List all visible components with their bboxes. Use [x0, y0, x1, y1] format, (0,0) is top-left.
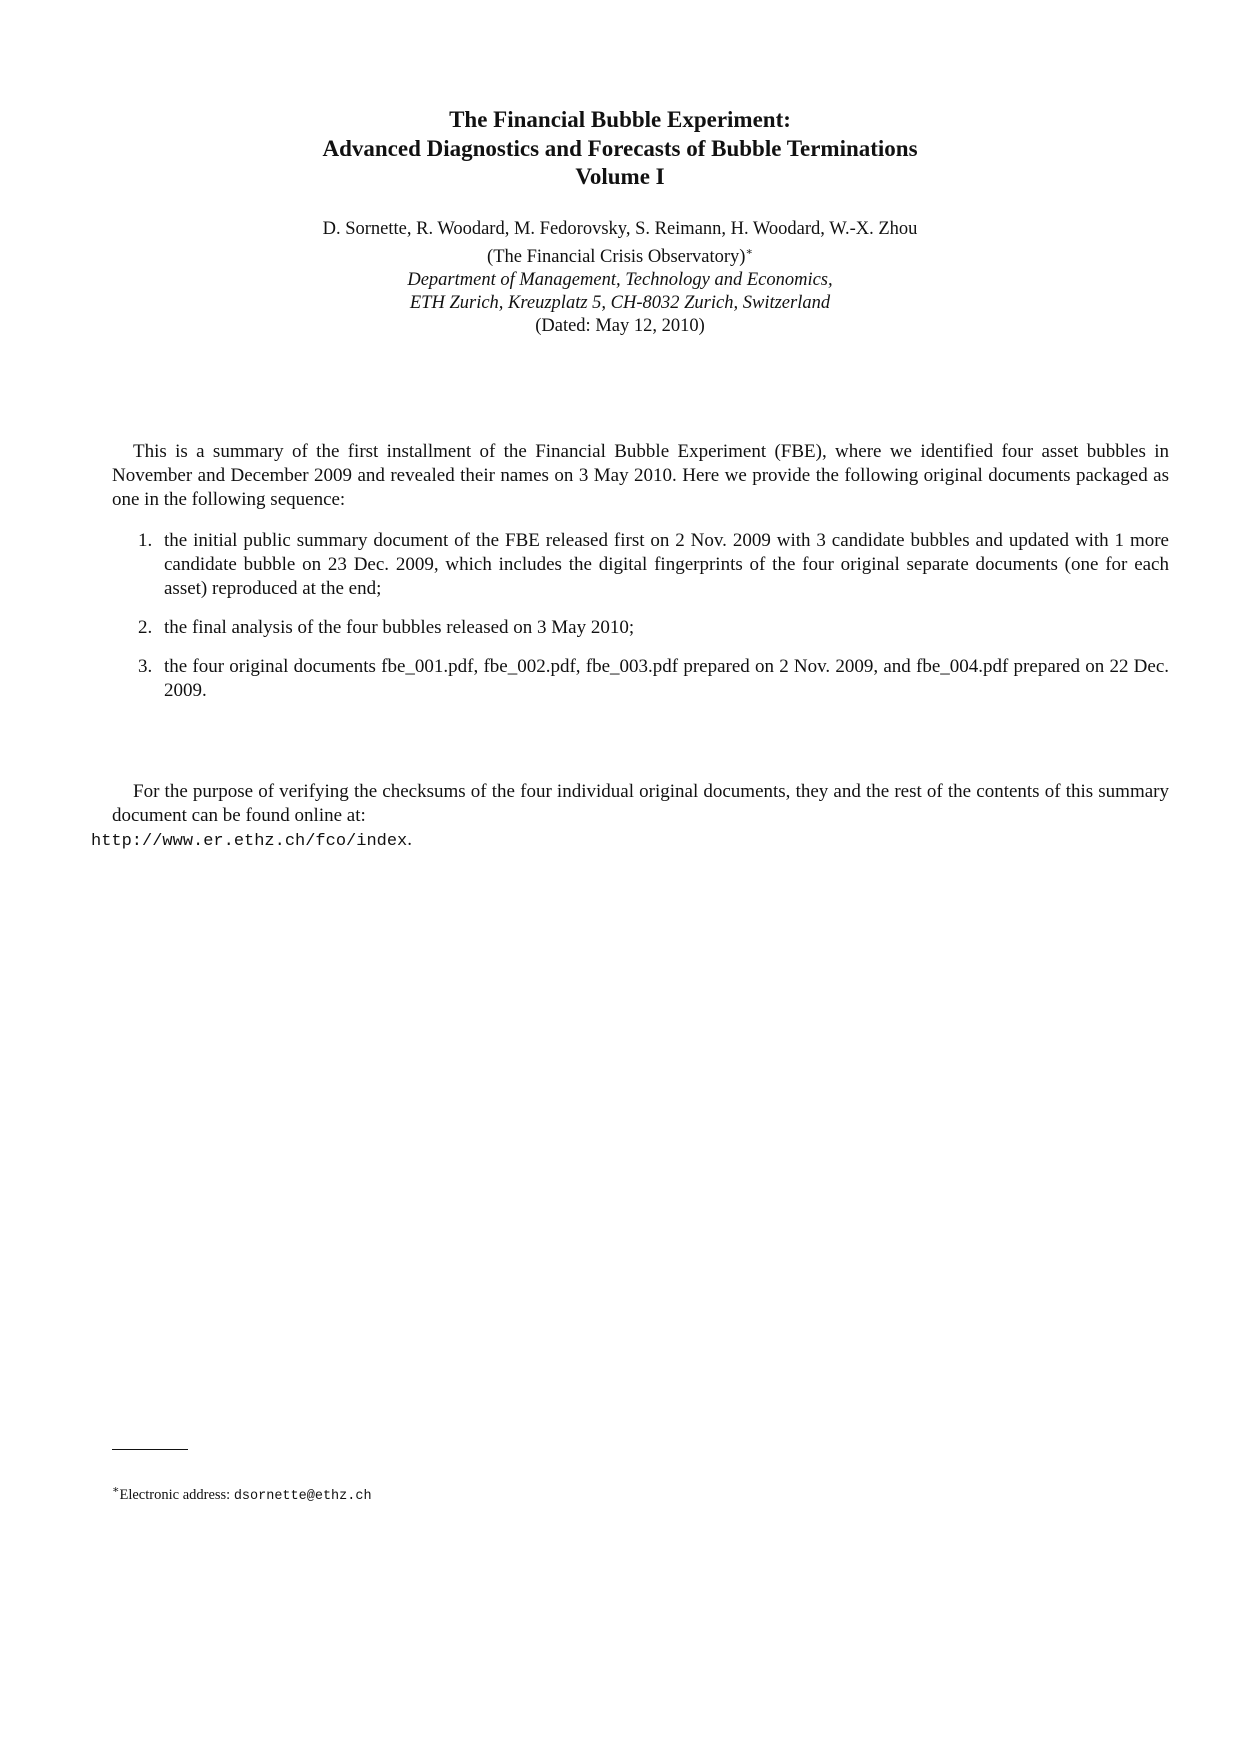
- email-link[interactable]: dsornette@ethz.ch: [233, 1488, 372, 1504]
- list-text: the four original documents fbe_001.pdf, fbe_002.pdf, fbe_003.pdf prepared on 2 Nov. 2009, and fbe_004.pdf prepared on 22 Dec. 2009.: [164, 656, 1169, 701]
- paper-title: [0, 106, 1240, 192]
- title-line-1: The Financial Bubble Experiment:: [449, 107, 791, 132]
- list-number: 3.: [138, 656, 153, 677]
- list-item: [112, 616, 1169, 640]
- front-matter: [0, 218, 1240, 338]
- intro-paragraph: This is a summary of the first installment of the Financial Bubble Experiment (FBE), where we identified four asset bubbles in November and December 2009 and revealed their names on 3 May 2010. Here we provide the following original documents packaged as one in the following sequence:: [112, 441, 1169, 510]
- list-number: 2.: [138, 617, 153, 638]
- list-text: the initial public summary document of the FBE released first on 2 Nov. 2009 with 3 candidate bubbles and updated with 1 more candidate bubble on 23 Dec. 2009, which includes the digital fingerprints of the four original separate documents (one for each asset) reproduced at the end;: [164, 530, 1169, 599]
- list-number: 1.: [138, 530, 153, 551]
- url-link[interactable]: http://www.er.ethz.ch/fco/index: [91, 832, 408, 851]
- list-item: [112, 529, 1169, 601]
- group-line: [0, 241, 1240, 269]
- closing-paragraph: [91, 780, 1169, 854]
- closing-text: For the purpose of verifying the checksums of the four individual original documents, they and the rest of the contents of this summary document can be found online at:: [112, 781, 1169, 826]
- dated: (Dated: May 12, 2010): [535, 316, 705, 337]
- list-item: [112, 655, 1169, 703]
- footnote-mark: ∗: [112, 1484, 120, 1496]
- footnote-marker[interactable]: ∗: [745, 246, 753, 258]
- group-name: (The Financial Crisis Observatory): [487, 247, 746, 268]
- footnote: [112, 1483, 372, 1504]
- document-list: [112, 529, 1169, 718]
- url-suffix: .: [407, 829, 413, 850]
- list-text: the final analysis of the four bubbles released on 3 May 2010;: [164, 617, 635, 638]
- title-line-3: Volume I: [575, 164, 665, 189]
- footnote-rule: [112, 1449, 188, 1450]
- affiliation-line-1: Department of Management, Technology and Economics,: [407, 270, 833, 291]
- title-line-2: Advanced Diagnostics and Forecasts of Bubble Terminations: [322, 135, 918, 161]
- footnote-label: Electronic address:: [119, 1486, 234, 1503]
- affiliation-line-2: ETH Zurich, Kreuzplatz 5, CH-8032 Zurich, Switzerland: [409, 293, 831, 314]
- authors: D. Sornette, R. Woodard, M. Fedorovsky, S. Reimann, H. Woodard, W.-X. Zhou: [322, 219, 918, 239]
